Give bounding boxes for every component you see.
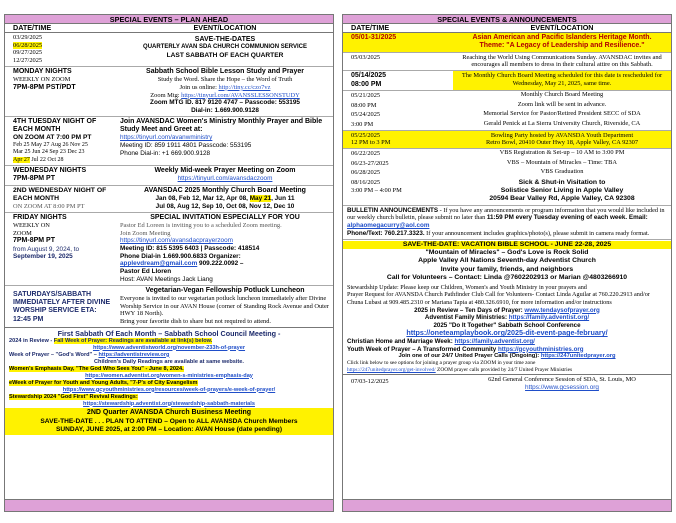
right-col-date: DATE/TIME: [351, 23, 390, 32]
visitation-title: Sick & Shut-in Visitation to: [518, 179, 606, 187]
board-resched-row: [343, 71, 671, 91]
tuesday-date-highlighted: Apr 27: [13, 156, 30, 163]
bowling-time: 12 PM to 3 PM: [351, 139, 391, 147]
schedule-text: Monthly Church Board Meeting: [520, 90, 604, 98]
bulletin-tail: If your announcement includes graphics/photo(s), please submit in camera ready format.: [424, 230, 650, 238]
monday-title: MONDAY NIGHTS: [13, 67, 72, 75]
quarter-meeting: [5, 408, 333, 434]
childrens-readings: Children's Daily Readings are available at same website.: [94, 358, 244, 365]
schedule-date: 05/21/2025: [351, 91, 381, 99]
youth-week: eWeek of Prayer for Youth and Young Adults, "7-P's of City Evangelism: [9, 379, 198, 386]
left-banner: SPECIAL EVENTS – PLAN AHEAD: [5, 15, 333, 24]
wednesday-date: [5, 166, 117, 185]
right-announcements: [343, 283, 671, 375]
board-event: [117, 186, 333, 212]
left-footer-bar: [5, 499, 333, 511]
visitation-line: 20594 Bear Valley Rd, Apple Valley, CA 92308: [489, 195, 635, 203]
wednesday-row: [5, 166, 333, 186]
christian-home-label: Christian Home and Marriage Week:: [347, 337, 455, 345]
join-link[interactable]: http://tiny.cc/czo7vz: [218, 83, 271, 91]
friday-sub: WEEKLY ON: [13, 222, 50, 229]
friday-date: [5, 213, 117, 285]
board-title: AVANSDAC 2025 Monthly Church Board Meeting: [144, 186, 306, 194]
join-label: Join us online:: [179, 83, 219, 91]
board-resched-text: The Monthly Church Board Meeting scheduled for this date is rescheduled for Wednesday, May 21, 2025, same time.: [453, 71, 671, 90]
vbs-row: [343, 149, 671, 159]
youth-host: Host: AVAN Meetings Jack Liang: [120, 275, 213, 283]
tendays-link[interactable]: www.tendaysofprayer.org: [524, 306, 600, 314]
vbs-church: Apple Valley All Nations Seventh-day Adventist Church: [418, 257, 596, 265]
communion-row: [5, 33, 333, 67]
schedule-row: [343, 91, 671, 101]
gc-row: [343, 374, 671, 392]
stewardship-link[interactable]: https://stewardship.adventist.org/stewardship-sabbath-materials: [83, 400, 255, 407]
visitation-date: [343, 178, 453, 204]
communications-row: [343, 53, 671, 71]
wop-label: Week of Prayer – "God's Word" –: [9, 351, 99, 358]
vbs-row: [343, 159, 671, 169]
friday-sub: ZOOM: [13, 229, 32, 237]
gc-title: 62nd General Conference Session of SDA, St. Louis, MO: [488, 376, 636, 384]
gc-event: [453, 375, 671, 392]
tuesday-date: [5, 117, 117, 165]
wednesday-time: 7PM-8PM PT: [13, 175, 56, 183]
schedule-text: Gerald Penick at La Sierra University Church, Riverside, CA: [483, 120, 641, 127]
prayer-2024-hl: Fall Week of Prayer: Readings are available at link(s) below.: [53, 337, 213, 344]
youth-link[interactable]: https://tinyurl.com/avansdacprayerzoom: [120, 237, 233, 245]
christian-home-link[interactable]: https://family.adventist.org/: [454, 337, 535, 345]
vbs-theme: "Mountain of Miracles" – God's Love is Rock Solid: [425, 249, 589, 257]
bulletin-phone: Phone/Text: 760.217.3323.: [347, 230, 425, 238]
vbs-date: 06/23-27/2025: [351, 159, 389, 167]
visitation-time: 3:00 PM – 4:00 PM: [351, 186, 402, 194]
board-dates: Jan 08, Feb 12, Mar 12, Apr 08,: [155, 195, 250, 202]
ywop-label: Youth Week of Prayer – A Transformed Community: [347, 345, 498, 353]
schedule-row: [343, 120, 671, 131]
plan-date: 12/27/2025: [13, 57, 43, 65]
aapi-title: Asian American and Pacific Islanders Heritage Month.: [472, 34, 652, 41]
ministry-phone: Phone Dial-in: +1 669.900.9128: [120, 149, 211, 157]
youth-title: SPECIAL INVITATION ESPECIALLY FOR YOU: [150, 213, 300, 221]
aapi-event: [453, 33, 671, 52]
board-date: [5, 186, 117, 212]
wed2-title: 2ND WEDNESDAY NIGHT OF EACH MONTH: [13, 186, 107, 202]
saturday-title: SATURDAYS/SABBATH IMMEDIATELY AFTER DIVINE WORSHIP SERVICE ETA: 12:45 PM: [13, 290, 111, 323]
family-link[interactable]: https://family.adventist.org/: [508, 314, 590, 322]
youth-pastor: Pastor Ed Lloren: [120, 268, 172, 276]
left-column-header: [5, 24, 333, 33]
tuesday-dates: Jul 22 Oct 28: [29, 156, 64, 163]
comm-date: 05/03/2025: [351, 53, 381, 61]
gc-date: 07/03-12/2025: [351, 378, 389, 386]
midweek-link[interactable]: https://tinyurl.com/avansdaczoom: [177, 175, 273, 183]
midweek-title: Weekly Mid-week Prayer Meeting on Zoom: [154, 166, 296, 174]
monday-sub: WEEKLY ON ZOOM: [13, 76, 71, 84]
youth-line: Pastor Ed Loreen is inviting you to a scheduled Zoom meeting.: [120, 222, 282, 229]
plan-date: 03/29/2025: [13, 34, 43, 41]
monday-time: 7PM-8PM PST/PDT: [13, 83, 76, 91]
friday-title: FRIDAY NIGHTS: [13, 213, 67, 221]
united-link[interactable]: https://247unitedprayer.org: [540, 353, 616, 360]
youth-email-tail: 909.222.0092 –: [197, 260, 244, 268]
quarter-line: SUNDAY, JUNE 2025, at 2:00 PM – Location: AVAN House (date pending): [55, 425, 283, 433]
ministry-title: Join AVANSDAC Women's Ministry Monthly Prayer and Bible Study Meet and Greet at:: [120, 117, 323, 133]
save-line: LAST SABBATH OF EACH QUARTER: [166, 51, 284, 59]
youth-week-link[interactable]: https://www.gcyouthministries.org/resources/week-of-prayers/e-week-of-prayer/: [62, 386, 276, 393]
mtg-label: Zoom Mtg:: [150, 91, 182, 99]
aapi-date: 05/01-31/2025: [351, 34, 397, 41]
vbs-text: VBS Registration & Set-up – 10 AM to 3:00 PM: [499, 149, 625, 157]
friday-to: September 19, 2025: [13, 253, 73, 261]
potluck-line: Bring your favorite dish to share but not required to attend.: [120, 317, 272, 325]
dotogether-title: 2025 "Do It Together" Sabbath School Conference: [433, 321, 581, 329]
visitation-day: 08/16/2025: [351, 179, 381, 187]
vbs-date: 06/28/2025: [351, 169, 381, 177]
right-banner: SPECIAL EVENTS & ANNOUNCEMENTS: [343, 15, 671, 24]
wednesday-title: WEDNESDAY NIGHTS: [13, 166, 87, 174]
potluck-line: Everyone is invited to our vegetarian potluck luncheon immediately after Divine Worship Service in our AVAN House (corner of Standing Rock Avenue and Outer HWY 18 North).: [120, 294, 329, 318]
womens-day: Women's Emphasis Day, "The God Who Sees You" - June 8, 2024.: [9, 365, 184, 372]
board-resched-date: [343, 71, 453, 90]
family-label: Adventist Family Ministries:: [424, 314, 509, 322]
quarter-line: SAVE-THE-DATE . . . PLAN TO ATTEND – Open to ALL AVANSDA Church Members: [40, 417, 298, 425]
zoom-link[interactable]: https://247unitedprayer.org/get-involved/: [347, 366, 436, 373]
vbs-title: SAVE-THE-DATE: VACATION BIBLE SCHOOL - JUNE 22-28, 2025: [343, 241, 671, 249]
tuesday-sub: ON ZOOM AT 7:00 PM PT: [13, 134, 92, 142]
monday-row: [5, 67, 333, 117]
right-col-event: EVENT/LOCATION: [530, 23, 594, 32]
bowling-date: [343, 131, 453, 148]
visitation-row: [343, 178, 671, 205]
schedule-list: [343, 91, 671, 206]
gc-link[interactable]: https://www.gcsession.org: [525, 384, 599, 392]
plan-date: 09/27/2025: [13, 49, 43, 57]
schedule-row: [343, 110, 671, 120]
left-col-event: EVENT/LOCATION: [193, 23, 257, 32]
visitation-event: [453, 178, 671, 204]
prayer-2024-link[interactable]: https://www.adventistworld.org/november-233h-of-prayer: [92, 344, 246, 351]
bowling-title: Bowling Party hosted by AVANSDA Youth Department: [490, 131, 634, 139]
board-resched-time: 08:00 PM: [351, 80, 382, 88]
visitation-line: Solistice Senior Living in Apple Valley: [500, 187, 624, 195]
youth-id: Meeting ID: 815 5395 6403 | Passcode: 418514: [120, 245, 260, 253]
steward-update: Stewardship Update: Please keep our Children, Women's and Youth Ministry in your prayers and: [347, 283, 587, 291]
left-col-date: DATE/TIME: [13, 23, 52, 32]
saturday-row: [5, 286, 333, 328]
communion-event: [117, 33, 333, 66]
board-row: [5, 186, 333, 213]
left-announcements: [5, 328, 333, 409]
vbs-text: VBS – Mountain of Miracles – Time: TBA: [506, 158, 618, 166]
bulletin-deadline: 11:59 PM every Tuesday evening of each week. Email:: [486, 214, 648, 222]
midweek-event: [117, 166, 333, 185]
united-label: Join one of our 24/7 United Prayer Calls (Ongoing):: [398, 353, 541, 360]
friday-row: [5, 213, 333, 286]
board-dates: Jul 08, Aug 12, Sep 10, Oct 08, Nov 12, Dec 10: [155, 202, 295, 210]
bulletin-announcements: [343, 206, 671, 239]
council-title: First Sabbath Of Each Month – Sabbath School Council Meeting -: [57, 328, 281, 338]
bowling-row: [343, 131, 671, 149]
left-page: [4, 14, 334, 512]
stewardship-readings: Stewardship 2024 "God First" Revival Readings:: [9, 393, 138, 400]
aapi-theme: Theme: "A Legacy of Leadership and Resilience.": [479, 42, 645, 50]
dial-in: Dial-in: 1.669.900.9128: [191, 106, 259, 114]
schedule-text: Zoom link will be sent in advance.: [517, 100, 607, 108]
zoom-tail: ZOOM prayer calls provided by 24/7 United Prayer Ministries: [435, 366, 573, 373]
schedule-date: 05/24/2025: [351, 111, 381, 119]
wed2-sub: ON ZOOM AT 8:00 PM PT: [13, 202, 85, 210]
board-dates: , Jun 11: [271, 195, 295, 202]
friday-time: 7PM-8PM PT: [13, 237, 56, 245]
tuesday-row: [5, 117, 333, 166]
schedule-date: 08:00 PM: [351, 101, 377, 109]
bulletin-text: - If you have any announcements or program information that you would like included in our weekly church bulletin, please submit no later than: [347, 206, 665, 222]
vbs-block: [343, 239, 671, 283]
youth-email-link[interactable]: applevdream@gmail.com: [120, 260, 198, 268]
wop-link[interactable]: https://adventistreview.org: [98, 351, 170, 358]
monday-date: [5, 67, 117, 116]
prayer-2024-label: 2024 in Review -: [9, 337, 54, 344]
right-column-header: [343, 24, 671, 33]
aapi-row: [343, 33, 671, 53]
youth-line: Join Zoom Meeting: [120, 229, 171, 237]
bulletin-label: BULLETIN ANNOUNCEMENTS: [347, 206, 439, 214]
pathfinder-request: Prayer Request for AVANSDA Church Pathfinder Club Call for Volunteers- Contact Linda Aguilar at 760.220.2913 and/or Chuna Lubasi at 909.485.2310 or Mariana Tapia at 480.326.6910, for more information and/or instructions: [347, 291, 650, 306]
potluck-title: Vegetarian-Vegan Fellowship Potluck Luncheon: [145, 286, 305, 294]
potluck-event: [117, 286, 333, 327]
plan-date-highlighted: 06/28/2025: [13, 41, 43, 49]
right-page: [342, 14, 672, 512]
saturday-date: [5, 286, 117, 327]
comm-text: Reaching the World Using Communications Sunday. AVANSDAC invites and encourages all members to dress in their cultural attire on this Sabbath.: [462, 53, 662, 69]
dotogether-link[interactable]: https://oneteamplaybook.org/2025-dit-event-page-february/: [406, 328, 608, 338]
youth-event: [117, 213, 333, 285]
ministry-event: [117, 117, 333, 165]
vbs-row: [343, 168, 671, 178]
communion-dates: [5, 33, 117, 66]
tuesday-title: 4TH TUESDAY NIGHT OF EACH MONTH: [13, 117, 97, 133]
bowling-event: [453, 131, 671, 148]
quarter-title: 2ND Quarter AVANSDA Church Business Meeting: [86, 409, 252, 417]
board-date-highlighted: May 21: [249, 195, 272, 202]
ywop-link[interactable]: https://gcyouthministries.org: [497, 345, 584, 353]
tendays-label: 2025 in Review – Ten Days of Prayer:: [414, 306, 525, 314]
womens-link[interactable]: https://women.adventist.org/women-s-ministries-emphasis-day: [85, 372, 253, 379]
bulletin-email-link[interactable]: alphaomegacurry@aol.com: [347, 222, 430, 230]
mtg-id: Zoom MTG ID. 817 9120 4747 – Passcode: 553195: [150, 99, 300, 107]
save-title: SAVE-THE-DATES: [194, 36, 256, 43]
schedule-text: Memorial Service for Pastor/Retired President SECC of SDA: [483, 110, 641, 118]
vbs-text: VBS Graduation: [540, 168, 584, 176]
tuesday-dates: Mar 25 Jun 24 Sep 23 Dec 23: [13, 149, 85, 156]
vbs-date: 06/22/2025: [351, 150, 381, 158]
bowling-location: Retro Bowl, 20410 Outer Hwy 18, Apple Valley, CA 92307: [485, 139, 639, 147]
zoom-line: Click link below to see options for joining a prayer group via ZOOM in your time zone: [347, 360, 536, 367]
tuesday-dates: Feb 25 May 27 Aug 26 Nov 25: [13, 142, 88, 149]
mtg-link[interactable]: https://tinyurl.com/AVANSSLESSONSTUDY: [181, 91, 300, 99]
schedule-row: [343, 101, 671, 111]
board-resched-day: 05/14/2025: [351, 72, 387, 80]
right-footer-bar: [343, 499, 671, 511]
sabbath-study-sub: Study the Word. Share the Hope – the Word of Truth: [157, 76, 293, 84]
sabbath-study-title: Sabbath School Bible Lesson Study and Prayer: [146, 67, 304, 75]
vbs-invite: Invite your family, friends, and neighbors: [440, 265, 574, 273]
friday-from: from August 9, 2024, to: [13, 245, 80, 253]
ministry-id: Meeting ID: 859 1911 4801 Passcode: 553195: [120, 142, 252, 150]
schedule-date: 3:00 PM: [351, 121, 374, 128]
ministry-link[interactable]: https://tinyurl.com/avanwministry: [120, 134, 213, 142]
youth-phone: Phone Dial-in 1.669.900.6833 Organizer:: [120, 252, 241, 260]
bowling-day: 05/25/2025: [351, 131, 381, 139]
save-line: QUARTERLY AVAN SDA CHURCH COMMUNION SERVICE: [143, 44, 307, 51]
vbs-call: Call for Volunteers – Contact: Linda @7602202913 or Marian @4803266910: [386, 273, 628, 281]
sabbath-study-event: [117, 67, 333, 116]
